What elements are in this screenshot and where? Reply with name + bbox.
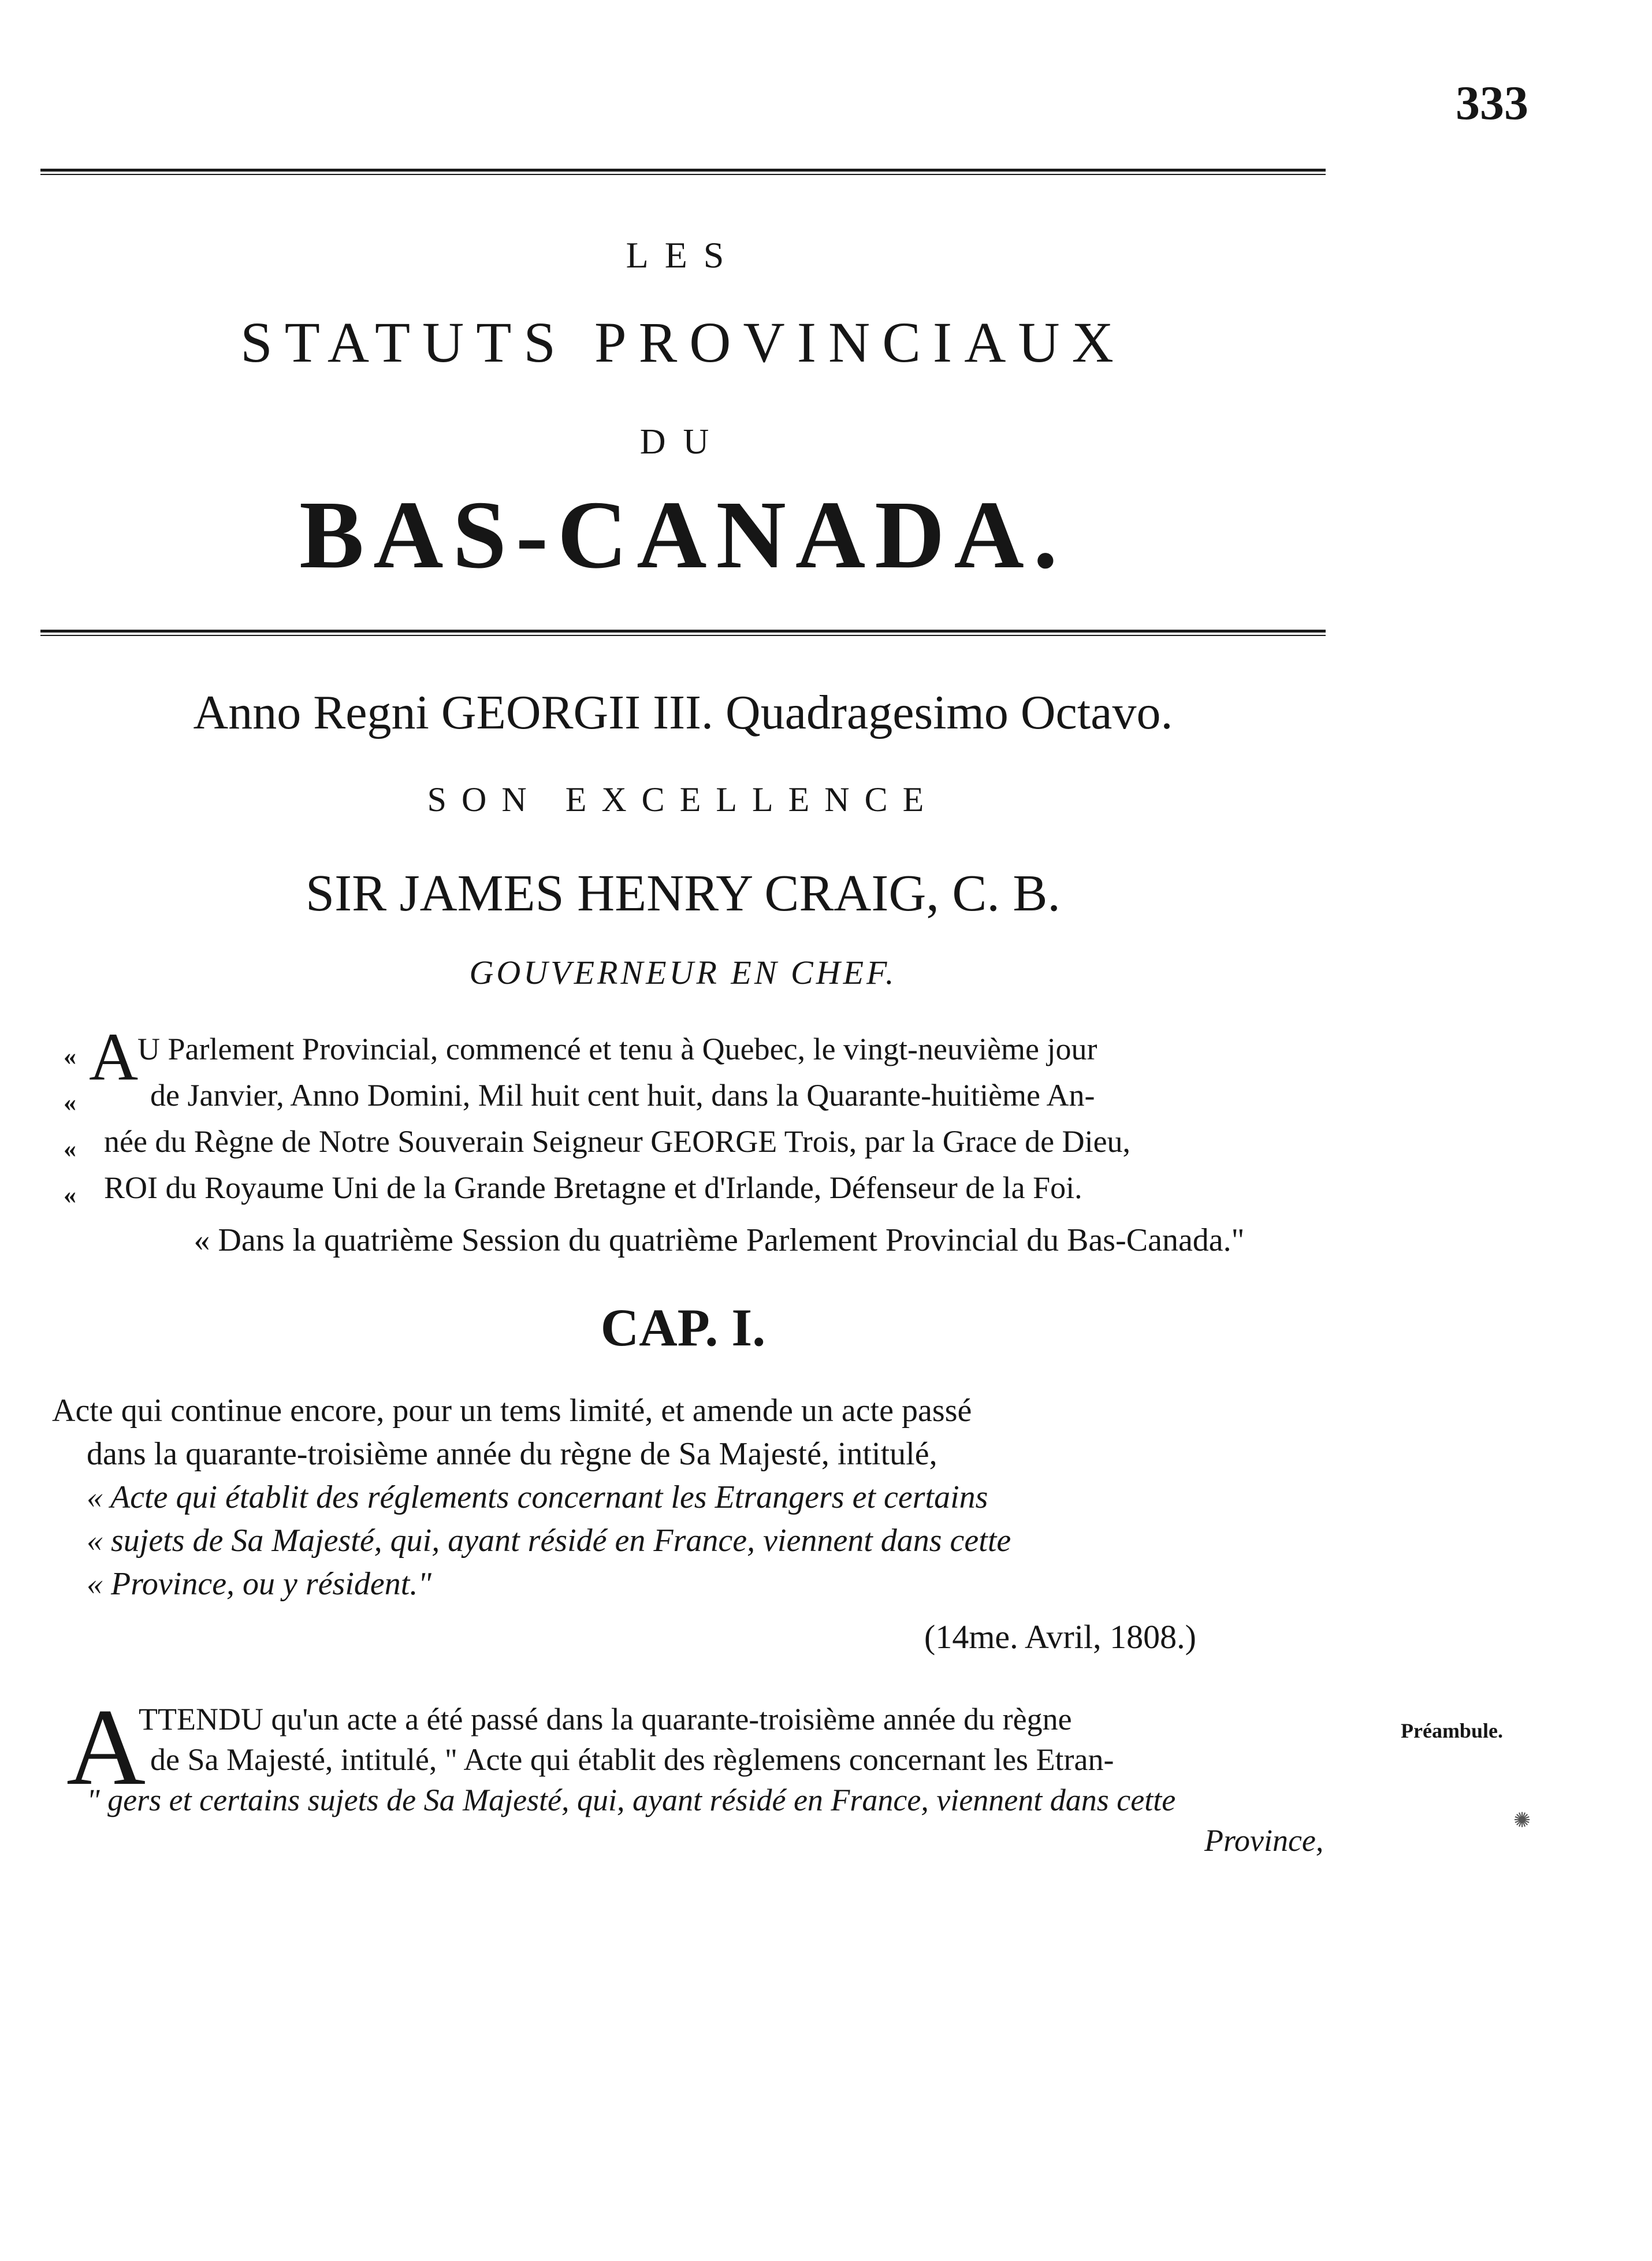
act-title-line: « sujets de Sa Majesté, qui, ayant résidé en France, viennent dans cette [87, 1523, 1011, 1559]
page-number: 333 [1456, 76, 1528, 130]
son-excellence: SON EXCELLENCE [427, 780, 939, 819]
heading-du: DU [639, 422, 727, 462]
paragraph-line: ROI du Royaume Uni de la Grande Bretagne et d'Irlande, Défenseur de la Foi. [104, 1170, 1082, 1205]
ornament-icon: ✺ [1513, 1809, 1531, 1832]
margin-note: Préambule. [1401, 1719, 1503, 1742]
drop-cap: A [89, 1019, 139, 1095]
quote-mark: « [64, 1181, 76, 1209]
paragraph-line: née du Règne de Notre Souverain Seigneur GEORGE Trois, par la Grace de Dieu, [104, 1124, 1131, 1159]
bottom-rule [40, 630, 1326, 636]
preamble-line: " gers et certains sujets de Sa Majesté, qui, ayant résidé en France, viennent dans cette [87, 1783, 1176, 1817]
act-date: (14me. Avril, 1808.) [924, 1618, 1196, 1656]
preamble-line: de Sa Majesté, intitulé, " Acte qui établit des règlemens concernant les Etran- [150, 1742, 1114, 1777]
act-title-line: Acte qui continue encore, pour un tems limité, et amende un acte passé [52, 1393, 972, 1429]
regnal-year: Anno Regni GEORGII III. Quadragesimo Octavo. [193, 686, 1173, 739]
quote-mark: « [64, 1135, 76, 1163]
governor-name: SIR JAMES HENRY CRAIG, C. B. [306, 865, 1061, 922]
top-rule [40, 169, 1326, 175]
act-title-line: « Acte qui établit des réglements concernant les Etrangers et certains [87, 1479, 988, 1515]
quote-mark: « [64, 1042, 76, 1070]
preamble-line: TTENDU qu'un acte a été passé dans la quarante-troisième année du règne [139, 1702, 1072, 1736]
session-line: « Dans la quatrième Session du quatrième Parlement Provincial du Bas-Canada." [194, 1222, 1245, 1258]
paragraph-line: de Janvier, Anno Domini, Mil huit cent huit, dans la Quarante-huitième An- [150, 1078, 1095, 1113]
quote-mark: « [64, 1088, 76, 1117]
act-title-line: « Province, ou y résident." [87, 1566, 431, 1602]
heading-statuts: STATUTS PROVINCIAUX [240, 310, 1126, 374]
preamble-drop-cap: A [66, 1687, 146, 1808]
preamble-line: Province, [1204, 1823, 1324, 1858]
heading-bas-canada: BAS-CANADA. [299, 481, 1067, 589]
heading-les: LES [626, 235, 741, 276]
act-title-line: dans la quarante-troisième année du règne de Sa Majesté, intitulé, [87, 1436, 937, 1472]
governor-title: GOUVERNEUR EN CHEF. [469, 954, 897, 991]
chapter-heading: CAP. I. [600, 1298, 766, 1357]
paragraph-line: U Parlement Provincial, commencé et tenu à Quebec, le vingt-neuvième jour [137, 1032, 1097, 1066]
